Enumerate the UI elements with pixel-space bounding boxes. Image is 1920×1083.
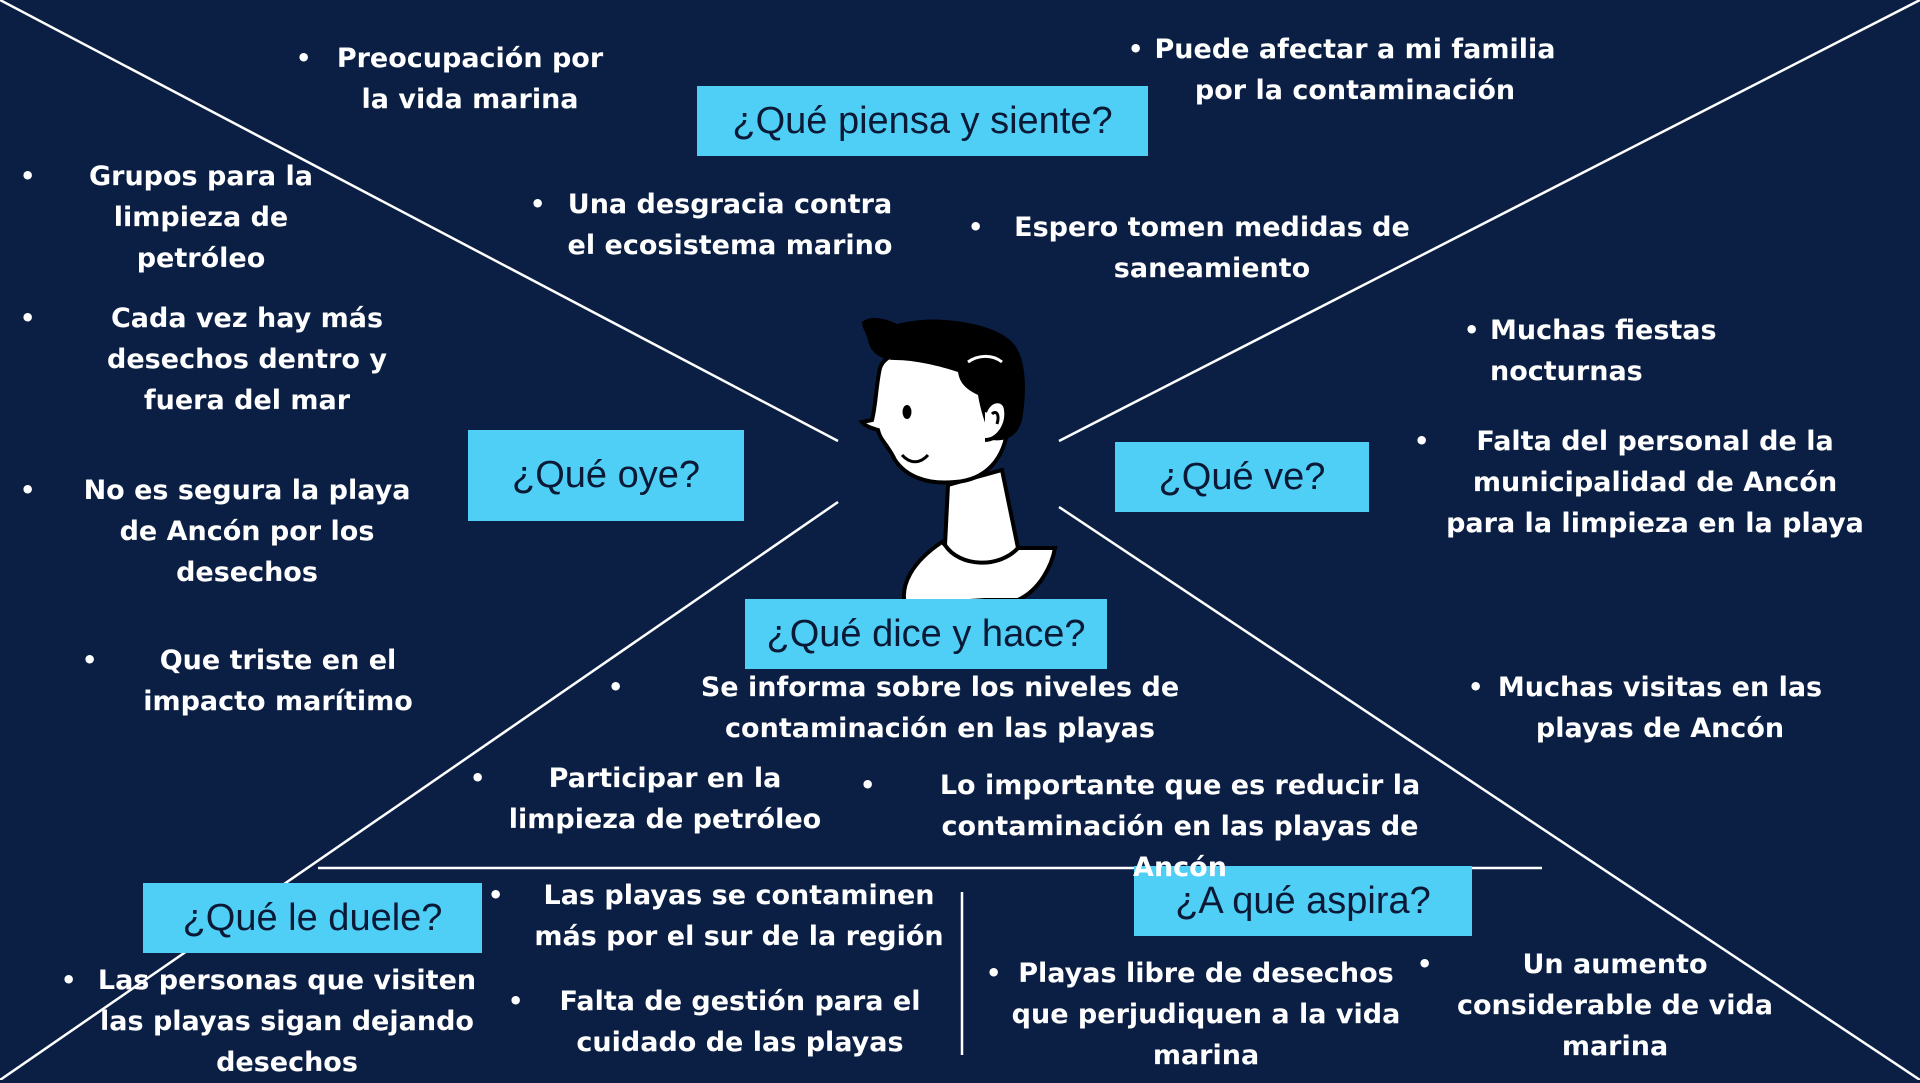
note-dice-2: • Participar en la limpieza de petróleo (500, 758, 830, 840)
note-aspira-2: • Un aumento considerable de vida marina (1455, 944, 1775, 1067)
bullet-icon: • (20, 476, 36, 504)
note-piensa-1: • Preocupación por la vida marina (320, 38, 620, 120)
note-oye-2: • Cada vez hay más desechos dentro y fuera del mar (62, 298, 432, 421)
bullet-icon: • (1464, 316, 1480, 344)
note-piensa-3: • Una desgracia contra el ecosistema marino (562, 184, 898, 266)
label-a-que-aspira: ¿A qué aspira? (1134, 866, 1472, 936)
bullet-icon: • (608, 673, 624, 701)
bullet-icon: • (1128, 35, 1144, 63)
bullet-icon: • (1468, 673, 1484, 701)
note-aspira-1: • Playas libre de desechos que perjudiquen a la vida marina (1010, 953, 1402, 1076)
note-duele-3: • Falta de gestión para el cuidado de las playas (540, 981, 940, 1063)
bullet-icon: • (20, 304, 36, 332)
bullet-icon: • (488, 881, 504, 909)
note-oye-3: • No es segura la playa de Ancón por los desechos (62, 470, 432, 593)
note-ve-3: • Muchas visitas en las playas de Ancón (1490, 667, 1830, 749)
note-dice-3: • Lo importante que es reducir la contaminación en las playas de Ancón (890, 765, 1470, 888)
note-ve-2: • Falta del personal de la municipalidad de Ancón para la limpieza en la playa (1440, 421, 1870, 544)
bullet-icon: • (61, 966, 77, 994)
label-que-ve: ¿Qué ve? (1115, 442, 1369, 512)
note-duele-2: • Las personas que visiten las playas sigan dejando desechos (95, 960, 479, 1083)
bullet-icon: • (986, 959, 1002, 987)
note-duele-1: • Las playas se contaminen más por el sur de la región (530, 875, 948, 957)
person-eye (903, 405, 912, 419)
bullet-icon: • (1417, 950, 1433, 978)
label-que-dice-y-hace: ¿Qué dice y hace? (745, 599, 1107, 669)
note-piensa-2: • Puede afectar a mi familia por la contaminación (1150, 29, 1560, 111)
bullet-icon: • (968, 213, 984, 241)
note-ve-1: • Muchas fiestas nocturnas (1490, 310, 1870, 392)
note-piensa-4: • Espero tomen medidas de saneamiento (1012, 207, 1412, 289)
bullet-icon: • (508, 987, 524, 1015)
bullet-icon: • (860, 771, 876, 799)
label-que-oye: ¿Qué oye? (468, 430, 744, 521)
bullet-icon: • (20, 162, 36, 190)
bullet-icon: • (470, 764, 486, 792)
note-oye-4: • Que triste en el impacto marítimo (128, 640, 428, 722)
bullet-icon: • (82, 646, 98, 674)
person-head-illustration (862, 318, 1055, 605)
label-que-le-duele: ¿Qué le duele? (143, 883, 482, 953)
bullet-icon: • (530, 190, 546, 218)
bullet-icon: • (1414, 427, 1430, 455)
note-dice-1: • Se informa sobre los niveles de contaminación en las playas (690, 667, 1190, 749)
note-oye-1: • Grupos para la limpieza de petróleo (46, 156, 356, 279)
label-que-piensa-y-siente: ¿Qué piensa y siente? (697, 86, 1148, 156)
bullet-icon: • (296, 44, 312, 72)
